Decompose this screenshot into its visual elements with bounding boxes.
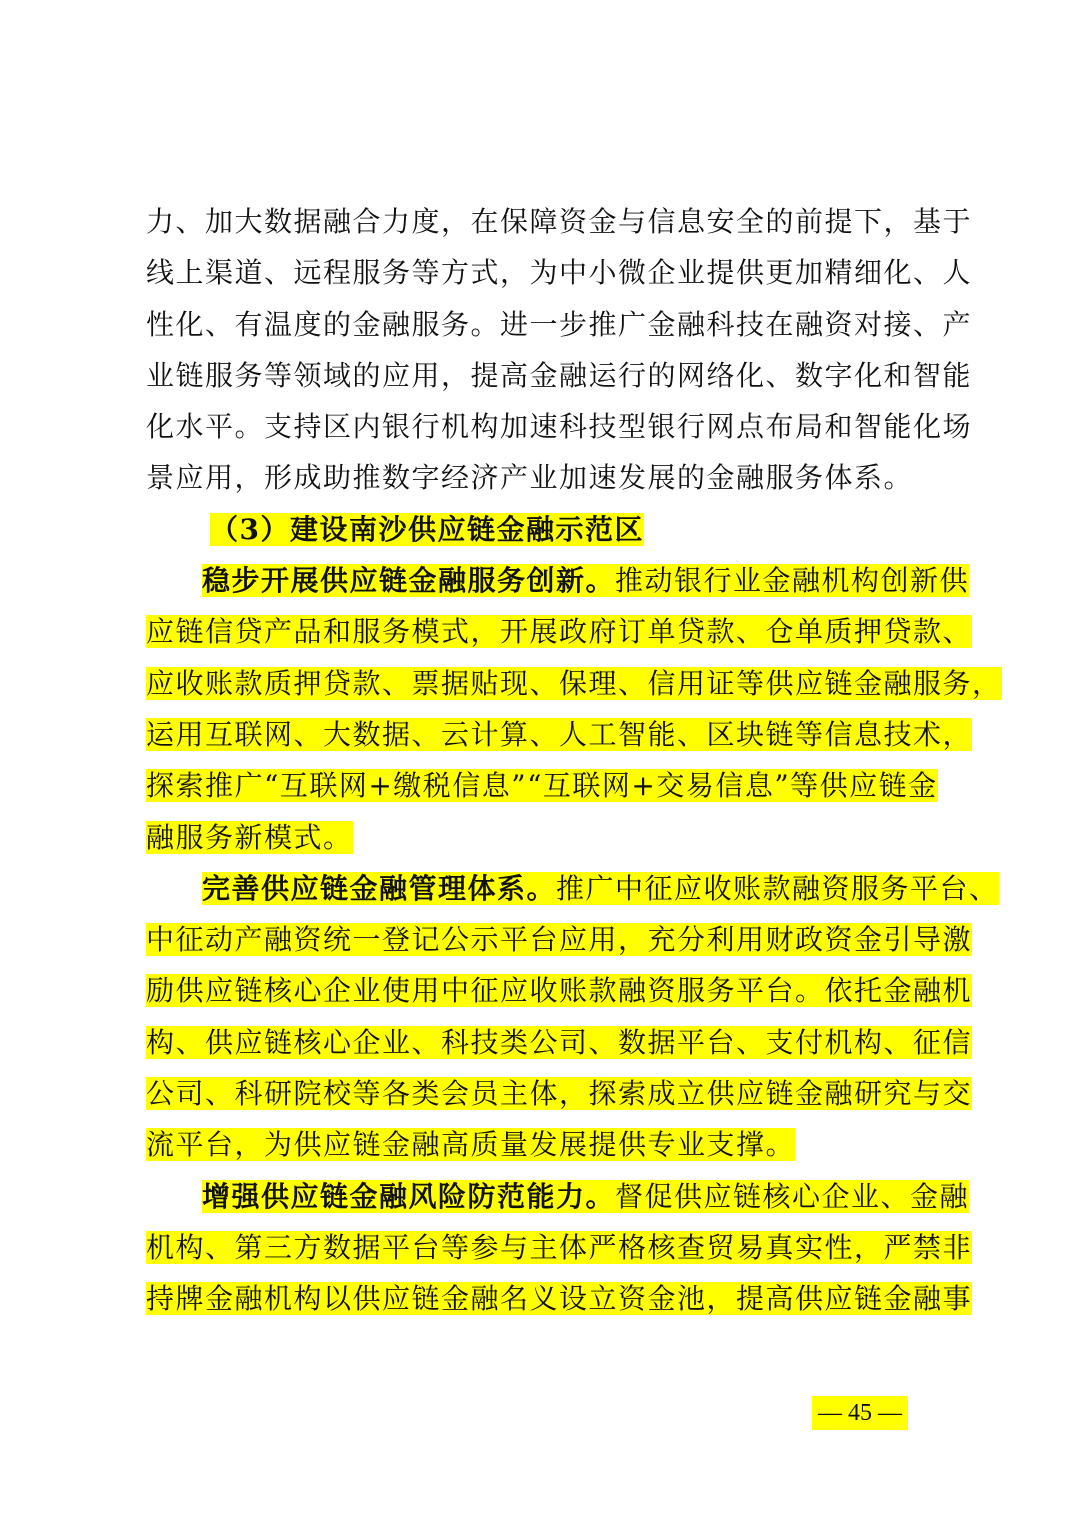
paragraph3-first-line [146, 1171, 970, 1222]
paragraph3-first-line-text: 督促供应链核心企业、金融 [615, 1179, 970, 1213]
paragraph2-line [146, 914, 973, 965]
section-heading-line [146, 504, 946, 555]
paragraph2-line [146, 1068, 973, 1119]
paragraph1-line [146, 812, 946, 863]
paragraph1-line [146, 760, 946, 811]
section-heading: （3）建设南沙供应链金融示范区 [210, 512, 644, 546]
paragraph3-line-text: 机构、第三方数据平台等参与主体严格核查贸易真实性，严禁非 [146, 1230, 973, 1264]
intro-line: 化水平。支持区内银行机构加速科技型银行网点布局和智能化场 [146, 410, 973, 444]
paragraph2-line-text: 构、供应链核心企业、科技类公司、数据平台、支付机构、征信 [146, 1025, 973, 1059]
paragraph1-line-text: 探索推广“互联网+缴税信息”“互联网+交易信息”等供应链金 [146, 769, 938, 803]
paragraph1-first-line [146, 555, 970, 606]
intro-line: 业链服务等领域的应用，提高金融运行的网络化、数字化和智能 [146, 358, 973, 392]
paragraph1-line-text: 应链信贷产品和服务模式，开展政府订单贷款、仓单质押贷款、 [146, 615, 973, 649]
paragraph2-lead: 完善供应链金融管理体系。 [202, 871, 557, 905]
paragraph1-line [146, 658, 1002, 709]
paragraph2-line [146, 1119, 946, 1170]
paragraph3-line [146, 1273, 973, 1324]
paragraph2-first-line [146, 863, 999, 914]
document-body [146, 196, 1002, 1325]
intro-line: 线上渠道、远程服务等方式，为中小微企业提供更加精细化、人 [146, 256, 973, 290]
paragraph1-line-text: 应收账款质押贷款、票据贴现、保理、信用证等供应链金融服务， [146, 666, 1002, 700]
page-number: — 45 — [812, 1396, 908, 1430]
paragraph2-line [146, 965, 973, 1016]
paragraph1-line [146, 709, 973, 760]
paragraph2-line-text: 中征动产融资统一登记公示平台应用，充分利用财政资金引导激 [146, 923, 973, 957]
paragraph2-line [146, 1017, 973, 1068]
paragraph1-line [146, 606, 973, 657]
intro-line: 力、加大数据融合力度，在保障资金与信息安全的前提下，基于 [146, 205, 973, 238]
paragraph3-line-text: 持牌金融机构以供应链金融名义设立资金池，提高供应链金融事 [146, 1282, 973, 1316]
paragraph2-line-text: 励供应链核心企业使用中征应收账款融资服务平台。依托金融机 [146, 974, 973, 1008]
paragraph3-lead: 增强供应链金融风险防范能力。 [202, 1179, 616, 1213]
paragraph1-line-text: 运用互联网、大数据、云计算、人工智能、区块链等信息技术， [146, 717, 973, 751]
paragraph2-line-text: 公司、科研院校等各类会员主体，探索成立供应链金融研究与交 [146, 1077, 973, 1111]
paragraph1-first-line-text: 推动银行业金融机构创新供 [615, 564, 970, 598]
intro-line: 景应用，形成助推数字经济产业加速发展的金融服务体系。 [146, 461, 914, 495]
intro-line: 性化、有温度的金融服务。进一步推广金融科技在融资对接、产 [146, 307, 973, 341]
paragraph1-line-text: 融服务新模式。 [146, 820, 353, 854]
paragraph3-line [146, 1222, 973, 1273]
paragraph1-lead: 稳步开展供应链金融服务创新。 [202, 564, 616, 598]
paragraph2-line-text: 流平台，为供应链金融高质量发展提供专业支撑。 [146, 1128, 796, 1162]
paragraph2-first-line-text: 推广中征应收账款融资服务平台、 [556, 871, 999, 905]
